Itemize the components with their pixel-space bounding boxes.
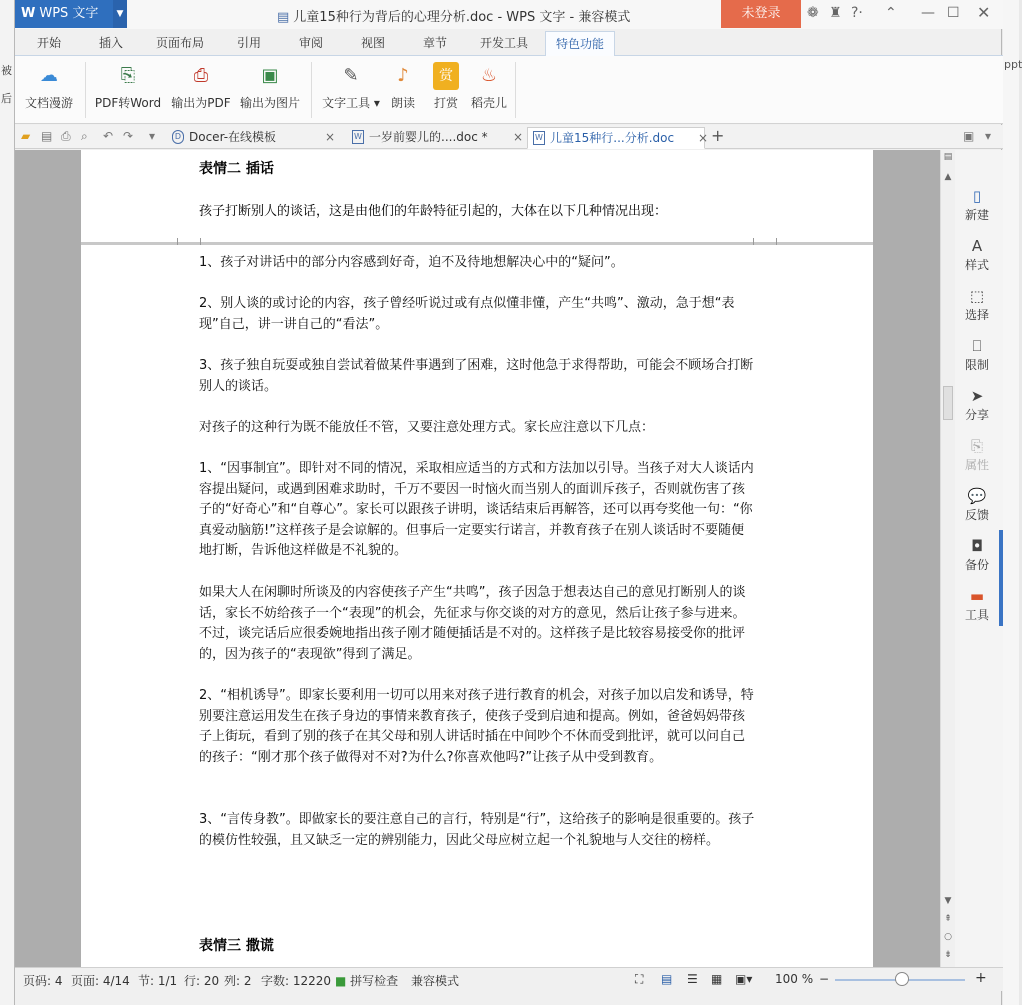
paragraph: 孩子打断别人的谈话，这是由他们的年龄特征引起的，大体在以下几种情况出现：	[199, 204, 668, 219]
side-properties-label: 属性	[964, 458, 989, 472]
properties-icon: ⎘	[970, 437, 983, 455]
docer-flame-icon: ♨	[480, 65, 498, 86]
export-image-button[interactable]	[237, 60, 303, 118]
side-properties-button[interactable]	[955, 436, 999, 473]
tab-chapter[interactable]: 章节	[422, 36, 447, 50]
scroll-thumb[interactable]	[943, 386, 953, 420]
tab-view[interactable]: 视图	[360, 36, 385, 50]
export-image-label: 输出为图片	[239, 96, 300, 110]
maximize-icon[interactable]: ☐	[947, 5, 960, 21]
side-new-label: 新建	[964, 208, 989, 222]
collapse-icon[interactable]: ⌃	[885, 5, 897, 21]
browse-object-icon[interactable]: ○	[944, 932, 952, 942]
document-canvas[interactable]	[15, 150, 940, 967]
microphone-icon: ♪	[397, 65, 409, 86]
tab-doc-infant[interactable]	[347, 127, 523, 149]
prev-page-icon[interactable]: ⇞	[944, 914, 952, 924]
read-aloud-button[interactable]	[385, 60, 421, 118]
ribbon-separator	[85, 62, 86, 118]
save-icon[interactable]: ▤	[41, 129, 53, 143]
style-icon: A	[971, 237, 983, 255]
tab-developer[interactable]: 开发工具	[479, 36, 528, 50]
side-backup-button[interactable]	[955, 536, 999, 573]
fullscreen-icon[interactable]: ⛶	[635, 972, 644, 986]
background-window-left	[0, 0, 14, 1005]
wps-window	[14, 0, 1002, 1005]
web-view-icon[interactable]: ▦	[711, 972, 723, 986]
share-icon: ➤	[970, 387, 984, 405]
status-section: 节: 1/1	[138, 974, 178, 988]
reading-view-icon[interactable]: ▣▾	[735, 972, 753, 986]
reward-icon: 赏	[433, 62, 459, 90]
read-aloud-label: 朗读	[390, 96, 415, 110]
paragraph: 如果大人在闲聊时所谈及的内容使孩子产生“共鸣”，孩子因急于想表达自己的意见打断别人的谈话，家长不妨给孩子一个“表现”的机会，先征求与你交谈的对方的意见，然后让孩子参与进来。不过，谈完话后应很委婉地指出孩子刚才随便插话是不对的。这样孩子是比较容易接受你的批评的，因为孩子的“表现欲”得到了满足。	[199, 585, 746, 662]
chat-icon: 💬	[967, 487, 987, 505]
paragraph: 2、别人谈的或讨论的内容，孩子曾经听说过或有点似懂非懂，产生“共鸣”、激动，急于想“表现”自己，讲一讲自己的“看法”。	[199, 296, 735, 332]
tab-docer-label: Docer-在线模板	[189, 130, 277, 144]
page-4	[81, 245, 873, 967]
app-name: WPS 文字	[39, 6, 99, 21]
ribbon	[15, 56, 1003, 124]
tab-doc-child-behavior[interactable]	[527, 127, 708, 149]
close-icon[interactable]: ×	[512, 130, 523, 144]
camera-icon: ◘	[971, 537, 983, 555]
doc-icon: W	[533, 131, 545, 145]
tab-insert[interactable]: 插入	[98, 36, 123, 50]
tab-start[interactable]: 开始	[36, 36, 61, 50]
close-icon[interactable]: ✕	[977, 3, 991, 22]
pdf-icon: ⎙	[193, 65, 209, 86]
spell-check-icon: ■	[335, 974, 347, 988]
side-backup-label: 备份	[964, 558, 989, 572]
paragraph: 3、孩子独自玩耍或独自尝试着做某件事遇到了困难，这时他急于求得帮助，可能会不顾场合打断别人的谈话。	[199, 358, 754, 394]
side-tools-button[interactable]	[955, 586, 999, 623]
scroll-down-icon[interactable]: ▼	[944, 896, 952, 906]
side-feedback-button[interactable]	[955, 486, 999, 523]
zoom-level[interactable]: 100 %	[775, 972, 814, 986]
scroll-up-icon[interactable]: ▲	[944, 172, 952, 182]
help-icon[interactable]: ?·	[851, 5, 863, 21]
lock-doc-icon: ⎕	[972, 337, 982, 355]
doc-roam-button[interactable]	[21, 60, 77, 118]
side-restrict-button[interactable]	[955, 336, 999, 373]
status-pages[interactable]: 页面: 4/14	[71, 974, 130, 988]
page-3-bottom	[81, 150, 873, 243]
pdf-to-word-button[interactable]	[93, 60, 163, 118]
reward-label: 打赏	[433, 96, 458, 110]
side-share-button[interactable]	[955, 386, 999, 423]
toolbox-icon: ▬	[969, 587, 985, 605]
status-compat-mode: 兼容模式	[411, 974, 460, 988]
bg-char-1: 被	[1, 64, 12, 77]
section-heading: 表情三 撒谎	[199, 938, 274, 954]
outline-view-icon[interactable]: ☰	[687, 972, 698, 986]
pdf-to-word-icon: ⎘	[120, 65, 136, 86]
spell-check-toggle[interactable]	[335, 972, 398, 989]
side-select-label: 选择	[964, 308, 989, 322]
export-pdf-button[interactable]	[169, 60, 233, 118]
paragraph: 1、“因事制宜”。即针对不同的情况，采取相应适当的方式和方法加以引导。当孩子对大人谈话内容提出疑问，或遇到困难求助时，千万不要因一时恼火而当别人的面训斥孩子，否则就伤害了孩子的“好奇心”和“自尊心”。家长可以跟孩子讲明，谈话结束后再解答，还可以再夸奖他一句：“你真爱动脑筋!”这样孩子是会谅解的。但事后一定要实行诺言，并教育孩子在别人谈话时不要随便地打断，告诉他这样做是不礼貌的。	[199, 461, 754, 559]
quick-access-dropdown-icon[interactable]: ▾	[149, 129, 156, 143]
ribbon-separator	[515, 62, 516, 118]
side-style-label: 样式	[964, 258, 989, 272]
bg-text: ppt	[1004, 58, 1022, 71]
status-col: 列: 2	[224, 974, 252, 988]
doc-icon: W	[352, 130, 364, 144]
title-bar	[15, 0, 1003, 29]
page-view-icon[interactable]: ▤	[661, 972, 673, 986]
vertical-scrollbar[interactable]	[940, 150, 954, 967]
new-doc-icon: ▯	[972, 187, 982, 205]
minimize-icon[interactable]: —	[921, 5, 935, 21]
side-tools-label: 工具	[964, 608, 989, 622]
side-restrict-label: 限制	[964, 358, 989, 372]
window-title-text: 儿童15种行为背后的心理分析.doc - WPS 文字 - 兼容模式	[293, 10, 631, 25]
tab-references[interactable]: 引用	[236, 36, 261, 50]
tab-review[interactable]: 审阅	[298, 36, 323, 50]
status-row: 行: 20	[184, 974, 220, 988]
window-title	[277, 6, 630, 25]
menu-bar	[15, 31, 1003, 56]
tab-doc-child-label: 儿童15种行...分析.doc	[550, 131, 675, 145]
text-tools-label: 文字工具 ▾	[322, 96, 380, 110]
image-icon: ▣	[261, 65, 279, 86]
tab-list-icon[interactable]: ▣	[963, 129, 975, 143]
status-word-count[interactable]: 字数: 12220	[261, 974, 332, 988]
side-feedback-label: 反馈	[964, 508, 989, 522]
paragraph: 2、“相机诱导”。即家长要利用一切可以用来对孩子进行教育的机会，对孩子加以启发和诱导，特别要注意运用发生在孩子身边的事情来教育孩子，使孩子受到启迪和提高。例如，爸爸妈妈带孩子上街玩，看到了别的孩子在其父母和别人讲话时插在中间吵个不休而受到批评，就可以问自己的孩子：“刚才那个孩子做得对不对?为什么?你喜欢他吗?”让孩子从中受到教育。	[199, 688, 754, 765]
print-icon[interactable]: ⎙	[61, 129, 71, 143]
shirt-icon[interactable]: ♜	[829, 5, 842, 21]
side-new-button[interactable]	[955, 186, 999, 223]
open-icon[interactable]: ▰	[21, 129, 31, 143]
ribbon-separator	[311, 62, 312, 118]
paragraph: 1、孩子对讲话中的部分内容感到好奇，迫不及待地想解决心中的“疑问”。	[199, 255, 624, 270]
tab-page-layout[interactable]: 页面布局	[155, 36, 204, 50]
wps-logo-icon: W	[21, 6, 36, 21]
side-select-button[interactable]	[955, 286, 999, 323]
zoom-out-icon[interactable]: −	[819, 972, 830, 986]
tab-docer[interactable]	[167, 127, 335, 149]
background-window-right	[1003, 0, 1022, 1005]
redo-icon[interactable]: ↷	[123, 129, 134, 143]
docer-icon: D	[172, 130, 184, 144]
reward-button[interactable]	[429, 60, 463, 118]
status-bar	[15, 967, 1003, 991]
tab-doc-infant-label: 一岁前婴儿的....doc *	[369, 130, 488, 144]
page-body	[199, 253, 755, 882]
docer-button[interactable]	[467, 60, 511, 118]
doc-roam-label: 文档漫游	[24, 96, 73, 110]
app-menu-button[interactable]	[15, 0, 127, 28]
paragraph: 3、“言传身教”。即做家长的要注意自己的言行，特别是“行”，这给孩子的影响是很重要的。孩子的模仿性较强，且又缺乏一定的辨别能力，因此父母应树立起一个礼貌地与人交往的榜样。	[199, 812, 755, 848]
app-menu-dropdown-icon[interactable]: ▼	[113, 0, 127, 28]
print-preview-icon[interactable]: ⌕	[81, 129, 88, 143]
document-tab-strip	[15, 125, 1003, 149]
scroll-options-icon[interactable]: ▤	[943, 152, 953, 162]
spell-check-label: 拼写检查	[350, 974, 399, 988]
cloud-icon: ☁	[40, 65, 58, 86]
select-icon: ⬚	[969, 287, 985, 305]
paragraph: 对孩子的这种行为既不能放任不管，又要注意处理方式。家长应注意以下几点：	[199, 420, 655, 435]
side-style-button[interactable]	[955, 236, 999, 273]
docer-label: 稻壳儿	[470, 96, 507, 110]
side-share-label: 分享	[964, 408, 989, 422]
right-task-panel	[955, 150, 1003, 967]
status-page-code[interactable]: 页码: 4	[23, 974, 63, 988]
zoom-in-icon[interactable]: +	[975, 970, 987, 986]
new-tab-plus-icon[interactable]: +	[711, 126, 725, 145]
close-icon[interactable]: ×	[324, 130, 335, 144]
wrench-icon: ✎	[343, 65, 359, 86]
pdf-to-word-label: PDF转Word	[94, 96, 162, 110]
tab-menu-icon[interactable]: ▾	[985, 129, 992, 143]
close-icon[interactable]: ×	[697, 131, 708, 145]
zoom-slider-knob[interactable]	[895, 972, 909, 986]
doc-icon: ▤	[277, 10, 290, 25]
bg-char-2: 后	[1, 92, 12, 105]
text-tools-button[interactable]	[319, 60, 383, 118]
next-page-icon[interactable]: ⇟	[944, 950, 952, 960]
tab-special-features[interactable]: 特色功能	[545, 31, 615, 56]
login-button[interactable]: 未登录	[721, 0, 801, 28]
skin-icon[interactable]: ❁	[807, 5, 819, 21]
undo-icon[interactable]: ↶	[103, 129, 114, 143]
export-pdf-label: 输出为PDF	[171, 96, 231, 110]
section-heading: 表情二 插话	[199, 161, 274, 177]
